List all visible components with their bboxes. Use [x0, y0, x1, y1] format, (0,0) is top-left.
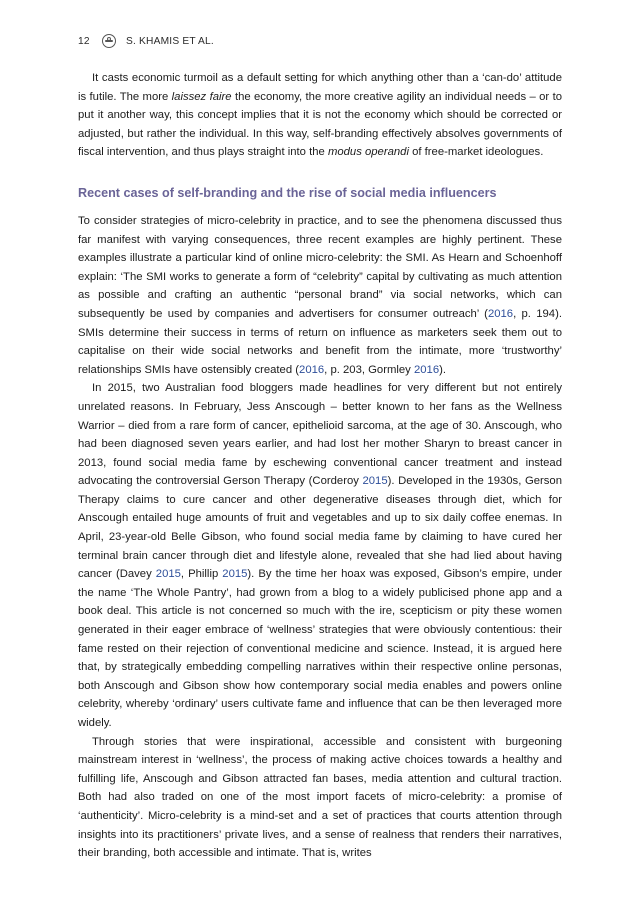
article-body	[78, 69, 562, 863]
italic-term: laissez faire	[171, 90, 232, 103]
italic-term: modus operandi	[327, 146, 409, 159]
citation-link[interactable]: 2016	[299, 363, 325, 376]
section-heading: Recent cases of self-branding and the rise of social media influencers	[78, 185, 497, 200]
paragraph-4: Through stories that were inspirational, accessible and consistent with burgeoning mainstream interest in ‘wellness’, the process of making active choices towards a healthy and fulfilling life, Anscough and Gibson attracted fan bases, media attention and cultural traction. Both had also traded on one of the most import facets of micro-celebrity: a promise of ‘authenticity’. Micro-celebrity is a mind-set and a set of practices that courts attention through insights into its practitioners’ private lives, and a sense of realness that renders their narratives, their branding, both accessible and intimate. That is, writes	[78, 735, 562, 860]
citation-link[interactable]: 2016	[487, 307, 514, 320]
paragraph-1: It casts economic turmoil as a default setting for which anything other than a ‘can-do’ attitude is futile. The more laissez faire the economy, the more creative agility an individual needs – or to put it another way, this concept implies that it is not the economy which should be corrected or adjusted, but rather the individual. In this way, self-branding effectively absolves governments of fiscal intervention, and thus plays straight into the modus operandi of free-market ideologues.	[78, 72, 562, 159]
running-head	[78, 33, 214, 49]
citation-link[interactable]: 2015	[362, 475, 388, 488]
citation-link[interactable]: 2015	[222, 568, 248, 581]
paragraph-2: To consider strategies of micro-celebrity in practice, and to see the phenomena discussed thus far manifest with varying consequences, three recent examples are highly pertinent. These examples illustrate a particular kind of online micro-celebrity: the SMI. As Hearn and Schoenhoff explain: ‘The SMI works to generate a form of “celebrity” capital by cultivating as much attention as possible and crafting an authentic “personal brand” via social networks, which can subsequently be used by companies and advertisers for consumer outreach’ (2016, p. 194). SMIs determine their success in terms of return on influence as marketers seek them out to capitalise on their wide social networks and benefit from the intimate, more ‘trustworthy’ relationships SMIs have ostensibly created (2016, p. 203, Gormley 2016).	[78, 214, 562, 376]
citation-link[interactable]: 2016	[413, 363, 440, 376]
page-number: 12	[78, 35, 90, 47]
publisher-logo-icon	[102, 34, 116, 48]
citation-link[interactable]: 2015	[155, 568, 181, 581]
running-title: S. KHAMIS ET AL.	[126, 35, 214, 47]
paragraph-3: In 2015, two Australian food bloggers made headlines for very different but not entirely unrelated reasons. In February, Jess Anscough – better known to her fans as the Wellness Warrior – died from a rare form of cancer, epithelioid sarcoma, at the age of 30. Anscough, who had been diagnosed seven years earlier, and had lost her mother Sharyn to breast cancer in 2013, found social media fame by eschewing conventional cancer treatment and instead advocating the controversial Gerson Therapy (Corderoy 2015). Developed in the 1930s, Gerson Therapy claims to cure cancer and other degenerative diseases through diet, which for Anscough entailed huge amounts of fruit and vegetables and up to six daily coffee enemas. In April, 23-year-old Belle Gibson, who found social media fame by claiming to have cured her terminal brain cancer through diet and lifestyle alone, revealed that she had lied about having cancer (Davey 2015, Phillip 2015). By the time her hoax was exposed, Gibson’s empire, under the name ‘The Whole Pantry’, had grown from a blog to a widely publicised phone app and a book deal. This article is not concerned so much with the ire, scepticism or pity these women generated in their eager embrace of ‘wellness’ strategies that were obviously contentious: their fame rested on their rejection of conventional medicine and science. Instead, it is argued here that, by strategically embedding compelling narratives within their respective online personas, both Anscough and Gibson show how contemporary social media enables and powers online celebrity, whereby ‘ordinary’ users cultivate fame and influence that can be then leveraged more widely.	[78, 382, 563, 729]
